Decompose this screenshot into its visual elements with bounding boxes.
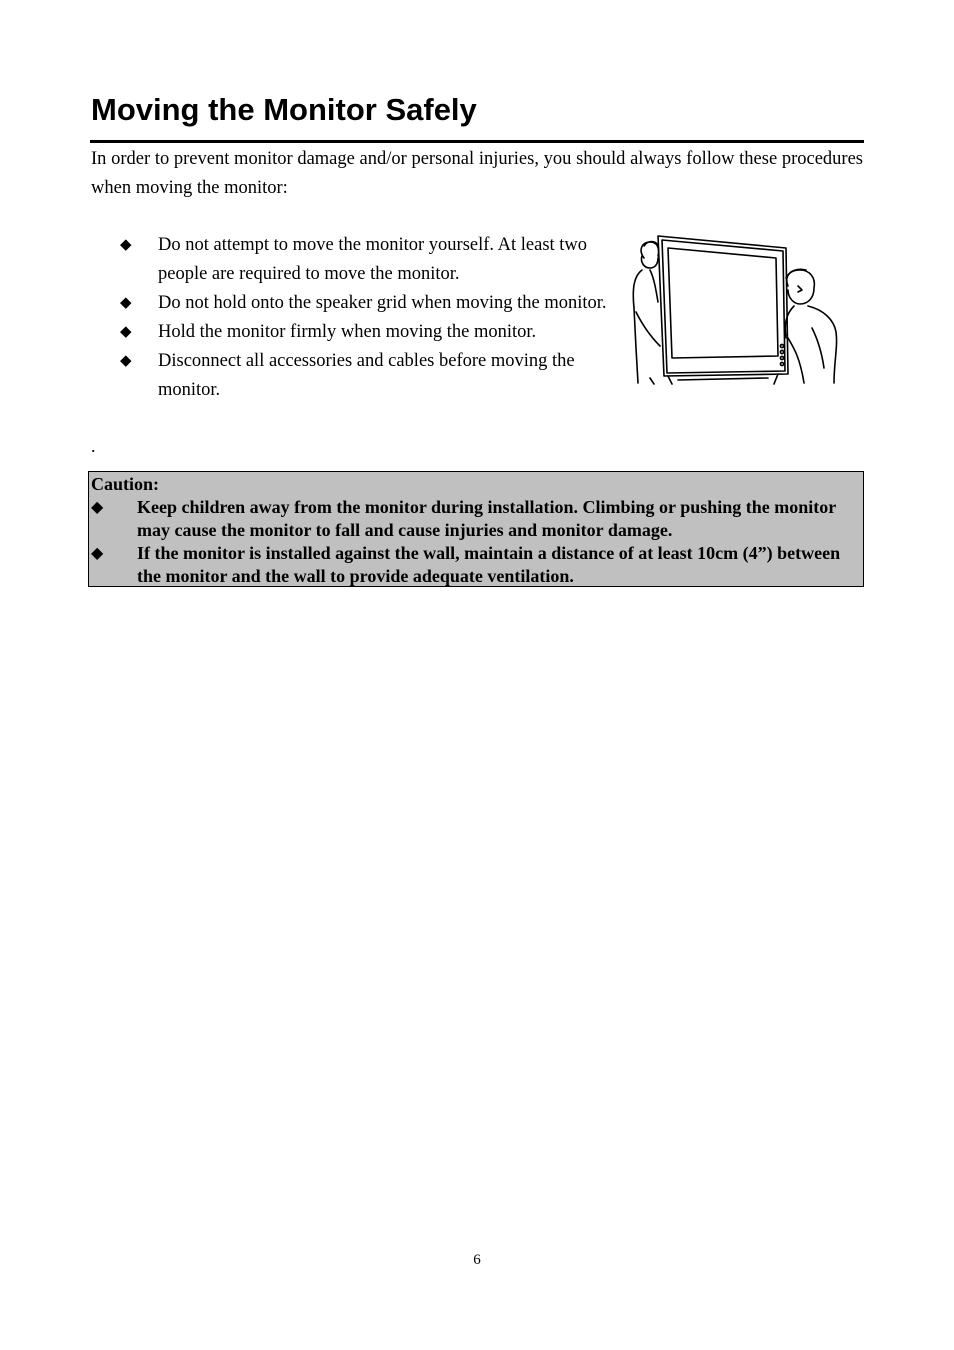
list-item-text: Do not attempt to move the monitor yourself. At least two people are required to move the monitor. <box>158 235 588 284</box>
list-item <box>120 231 610 289</box>
diamond-bullet-icon: ◆ <box>120 295 132 311</box>
list-item <box>120 318 610 347</box>
page-number: 6 <box>473 1252 481 1268</box>
diamond-bullet-icon: ◆ <box>120 324 132 340</box>
caution-list <box>91 496 861 588</box>
diamond-bullet-icon: ◆ <box>120 353 132 369</box>
diamond-bullet-icon: ◆ <box>120 237 132 253</box>
list-item <box>91 542 861 588</box>
caution-title: Caution: <box>91 474 160 494</box>
procedure-list <box>120 231 610 405</box>
intro-paragraph: In order to prevent monitor damage and/or personal injuries, you should always follow these procedures when moving the monitor: <box>91 149 863 198</box>
page-title: Moving the Monitor Safely <box>91 92 477 127</box>
diamond-bullet-icon: ◆ <box>91 545 104 562</box>
title-rule <box>90 140 864 143</box>
list-item-text: Do not hold onto the speaker grid when moving the monitor. <box>158 293 607 313</box>
list-item <box>91 496 861 542</box>
stray-period: . <box>91 436 96 456</box>
list-item-text: Hold the monitor firmly when moving the monitor. <box>158 322 537 342</box>
caution-box <box>88 471 864 587</box>
list-item-text: Disconnect all accessories and cables before moving the monitor. <box>158 351 575 400</box>
people-carrying-monitor-illustration <box>628 228 843 388</box>
caution-item-text: If the monitor is installed against the wall, maintain a distance of at least 10cm (4”) between the monitor and the wall to provide adequate ventilation. <box>137 543 841 586</box>
list-item <box>120 347 610 405</box>
caution-item-text: Keep children away from the monitor during installation. Climbing or pushing the monitor may cause the monitor to fall and cause injuries and monitor damage. <box>137 497 836 540</box>
diamond-bullet-icon: ◆ <box>91 499 104 516</box>
list-item <box>120 289 610 318</box>
